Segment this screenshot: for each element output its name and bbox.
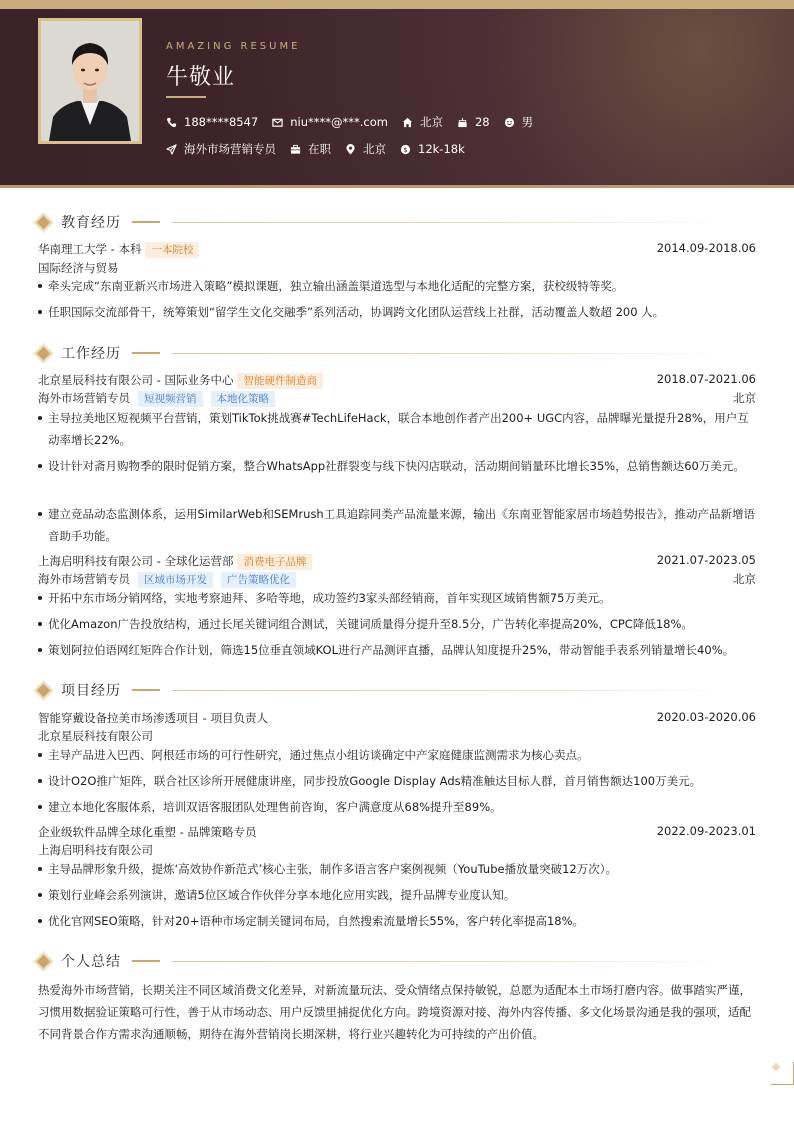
project-title: 企业级软件品牌全球化重塑 - 品牌策略专员: [38, 825, 257, 839]
summary-text: 热爱海外市场营销，长期关注不同区域消费文化差异，对新流量玩法、受众情绪点保持敏锐，总愿为适配本土市场打磨内容。做事踏实严谨，习惯用数据验证策略可行性，善于从市场动态、用户反馈里捕捉优化方向。跨境资源对接、海外内容传播、多文化场景沟通是我的强项，适配不同背景合作方需求沟通顺畅，期待在海外营销岗长期深耕，将行业兴趣转化为可持续的产出价值。: [38, 983, 751, 1041]
smile-icon: [504, 117, 515, 128]
phone-text: 188****8547: [184, 115, 259, 129]
phone-item: [166, 115, 258, 129]
candidate-name: 牛敬业: [166, 65, 236, 90]
section-rule: [172, 961, 727, 962]
bullet-dot: [38, 893, 42, 897]
bullet-dot: [38, 596, 42, 600]
mail-icon: [272, 117, 283, 128]
section-accent-line: [132, 352, 160, 354]
status-item: [290, 141, 331, 157]
work-role-line: [38, 571, 756, 588]
section-accent-line: [132, 960, 160, 962]
section-diamond-icon: [36, 345, 52, 361]
gender-item: [504, 114, 534, 130]
job-intent-row: [166, 141, 479, 157]
list-item: 主导产品进入巴西、阿根廷市场的可行性研究，通过焦点小组访谈确定中产家庭健康监测需求为核心卖点。: [38, 744, 756, 766]
company-tag: 消费电子品牌: [237, 554, 312, 570]
money-icon: [400, 144, 411, 155]
bullet-dot: [38, 753, 42, 757]
bullet-dot: [38, 464, 42, 468]
project-company: 上海启明科技有限公司: [38, 843, 153, 857]
list-item: 牵头完成“东南亚新兴市场进入策略”模拟课题，独立输出涵盖渠道选型与本地化适配的完整方案，获校级特等奖。: [38, 275, 756, 297]
location-item: [345, 141, 386, 157]
section-title: 项目经历: [61, 683, 121, 699]
project-section-header: [36, 680, 756, 700]
salary-item: [400, 142, 465, 156]
list-item: 优化官网SEO策略，针对20+语种市场定制关键词布局，自然搜索流量增长55%，客户转化率提高18%。: [38, 910, 756, 932]
cake-icon: [457, 117, 468, 128]
location-text: 北京: [363, 142, 386, 156]
location-pin-icon: [345, 144, 356, 155]
project-date: 2020.03-2020.06: [656, 710, 756, 724]
age-item: [457, 115, 490, 129]
phone-icon: [166, 117, 177, 128]
position-item: [166, 141, 276, 157]
bullet-dot: [38, 919, 42, 923]
list-item: 策划行业峰会系列演讲，邀请5位区域合作伙伴分享本地化应用实践，提升品牌专业度认知。: [38, 884, 756, 906]
bullet-dot: [38, 512, 42, 516]
send-icon: [166, 144, 177, 155]
gender-text: 男: [521, 115, 534, 129]
work-entry-header: [38, 553, 756, 570]
education-entry-header: [38, 241, 756, 258]
project-entry-header: [38, 824, 756, 840]
section-title: 个人总结: [61, 954, 121, 970]
age-text: 28: [474, 115, 490, 129]
work-date: 2018.07-2021.06: [656, 372, 756, 386]
bullet-dot: [38, 867, 42, 871]
role-title: 海外市场营销专员: [38, 572, 130, 586]
email-item: [272, 115, 388, 129]
section-rule: [172, 690, 727, 691]
bullet-dot: [38, 284, 42, 288]
work-section-header: [36, 343, 756, 363]
position-text: 海外市场营销专员: [184, 142, 276, 156]
role-tag: 短视频营销: [138, 391, 203, 407]
bullet-dot: [38, 779, 42, 783]
bullet-dot: [38, 310, 42, 314]
list-item: 建立竞品动态监测体系，运用SimilarWeb和SEMrush工具追踪同类产品流量来源，输出《东南亚智能家居市场趋势报告》，推动产品新增语音助手功能。: [38, 503, 756, 547]
list-item: 主导品牌形象升级，提炼‘高效协作新范式’核心主张，制作多语言客户案例视频（YouTube播放量突破12万次）。: [38, 858, 756, 880]
email-text: niu****@***.com: [290, 115, 388, 129]
project-company: 北京星辰科技有限公司: [38, 729, 153, 743]
education-date: 2014.09-2018.06: [656, 241, 756, 255]
top-accent-bar: [0, 0, 794, 9]
profile-photo: [38, 18, 142, 144]
list-item: 主导拉美地区短视频平台营销，策划TikTok挑战赛#TechLifeHack，联合本地创作者产出200+ UGC内容，品牌曝光量提升28%，用户互动率增长22%。: [38, 407, 756, 451]
section-accent-line: [132, 221, 160, 223]
list-item: 任职国际交流部骨干，统筹策划“留学生文化交融季”系列活动，协调跨文化团队运营线上社群，活动覆盖人数超 200 人。: [38, 301, 756, 323]
education-section-header: [36, 212, 756, 232]
home-icon: [402, 117, 413, 128]
section-diamond-icon: [36, 682, 52, 698]
education-major: 国际经济与贸易: [38, 261, 119, 275]
bullet-dot: [38, 805, 42, 809]
bullet-dot: [38, 648, 42, 652]
work-city: 北京: [733, 391, 756, 405]
role-tag: 本地化策略: [211, 391, 276, 407]
list-item: 优化Amazon广告投放结构，通过长尾关键词组合测试，关键词质量得分提升至8.5分，广告转化率提高20%，CPC降低18%。: [38, 613, 756, 635]
summary-section-header: [36, 951, 756, 971]
role-tag: 区域市场开发: [138, 572, 213, 588]
list-item: 建立本地化客服体系，培训双语客服团队处理售前咨询，客户满意度从68%提升至89%。: [38, 796, 756, 818]
status-text: 在职: [308, 142, 331, 156]
work-city: 北京: [733, 572, 756, 586]
name-underline: [166, 96, 206, 98]
home-item: [402, 114, 443, 130]
section-rule: [172, 353, 727, 354]
section-diamond-icon: [36, 214, 52, 230]
school-line: 华南理工大学 - 本科: [38, 242, 142, 256]
project-entry-header: [38, 710, 756, 726]
header-divider: [0, 185, 794, 188]
list-item: 设计O2O推广矩阵，联合社区诊所开展健康讲座，同步投放Google Display Ads精准触达目标人群，首月销售额达100万美元。: [38, 770, 756, 792]
section-title: 教育经历: [61, 215, 121, 231]
section-diamond-icon: [36, 953, 52, 969]
project-date: 2022.09-2023.01: [656, 824, 756, 838]
salary-text: 12k-18k: [418, 142, 465, 156]
section-accent-line: [132, 689, 160, 691]
list-item: 策划阿拉伯语网红矩阵合作计划，筛选15位垂直领域KOL进行产品测评直播，品牌认知度提升25%，带动智能手表系列销量增长40%。: [38, 639, 756, 661]
list-item: 设计针对斋月购物季的限时促销方案，整合WhatsApp社群裂变与线下快闪店联动，活动期间销量环比增长35%，总销售额达60万美元。: [38, 455, 756, 477]
list-item: 开拓中东市场分销网络，实地考察迪拜、多哈等地，成功签约3家头部经销商，首年实现区域销售额75万美元。: [38, 587, 756, 609]
contact-row: [166, 114, 547, 130]
svg-text:$: $: [403, 145, 408, 154]
portrait-image: [41, 21, 139, 141]
home-text: 北京: [419, 115, 443, 129]
work-role-line: [38, 390, 756, 407]
role-title: 海外市场营销专员: [38, 391, 130, 405]
school-tag: 一本院校: [145, 242, 199, 258]
work-date: 2021.07-2023.05: [656, 553, 756, 567]
section-rule: [172, 222, 727, 223]
company-line: 北京星辰科技有限公司 - 国际业务中心: [38, 373, 234, 387]
bullet-dot: [38, 416, 42, 420]
company-line: 上海启明科技有限公司 - 全球化运营部: [38, 554, 234, 568]
briefcase-icon: [290, 144, 301, 155]
role-tag: 广告策略优化: [221, 572, 296, 588]
bullet-dot: [38, 622, 42, 626]
company-tag: 智能硬件制造商: [237, 373, 323, 389]
work-entry-header: [38, 372, 756, 389]
section-title: 工作经历: [61, 346, 121, 362]
project-title: 智能穿戴设备拉美市场渗透项目 - 项目负责人: [38, 711, 268, 725]
resume-tagline: AMAZING RESUME: [166, 41, 301, 52]
